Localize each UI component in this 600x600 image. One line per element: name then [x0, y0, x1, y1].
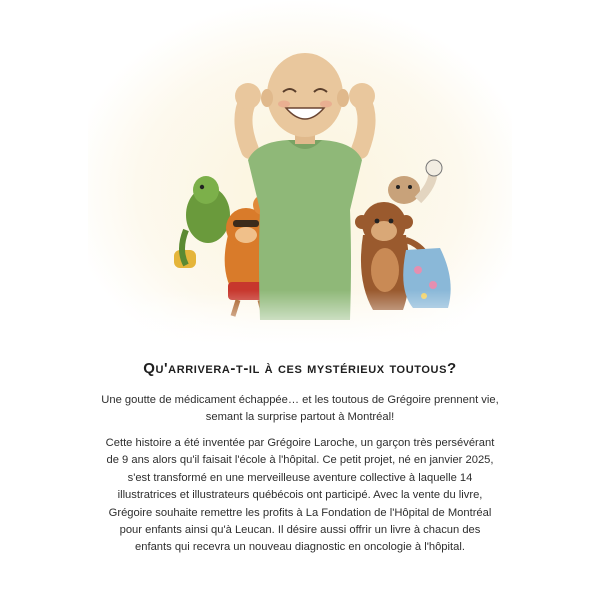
cover-illustration [88, 0, 512, 345]
book-back-cover [88, 0, 512, 600]
body-paragraph: Cette histoire a été inventée par Grégoire Laroche, un garçon très persévérant de 9 ans alors qu'il faisait l'école à l'hôpital. Ce petit projet, né en janvier 2025, s'est transformé en une merveilleuse aventure collective à laquelle 14 illustratrices et illustrateurs québécois ont participé. Avec la vente du livre, Grégoire souhaite remettre les profits à La Fondation de l'Hôpital de Montréal pour enfants ainsi qu'à Leucan. Il désire aussi offrir un livre à chacun des enfants qui recevra un nouveau diagnostic en oncologie à l'hôpital. [105, 437, 495, 554]
headline: Qu'arrivera-t-il à ces mystérieux toutous? [143, 360, 457, 377]
bottom-fade [88, 290, 512, 345]
intro-paragraph: Une goutte de médicament échappée… et les toutous de Grégoire prennent vie, semant la surprise partout à Montréal! [101, 394, 499, 424]
